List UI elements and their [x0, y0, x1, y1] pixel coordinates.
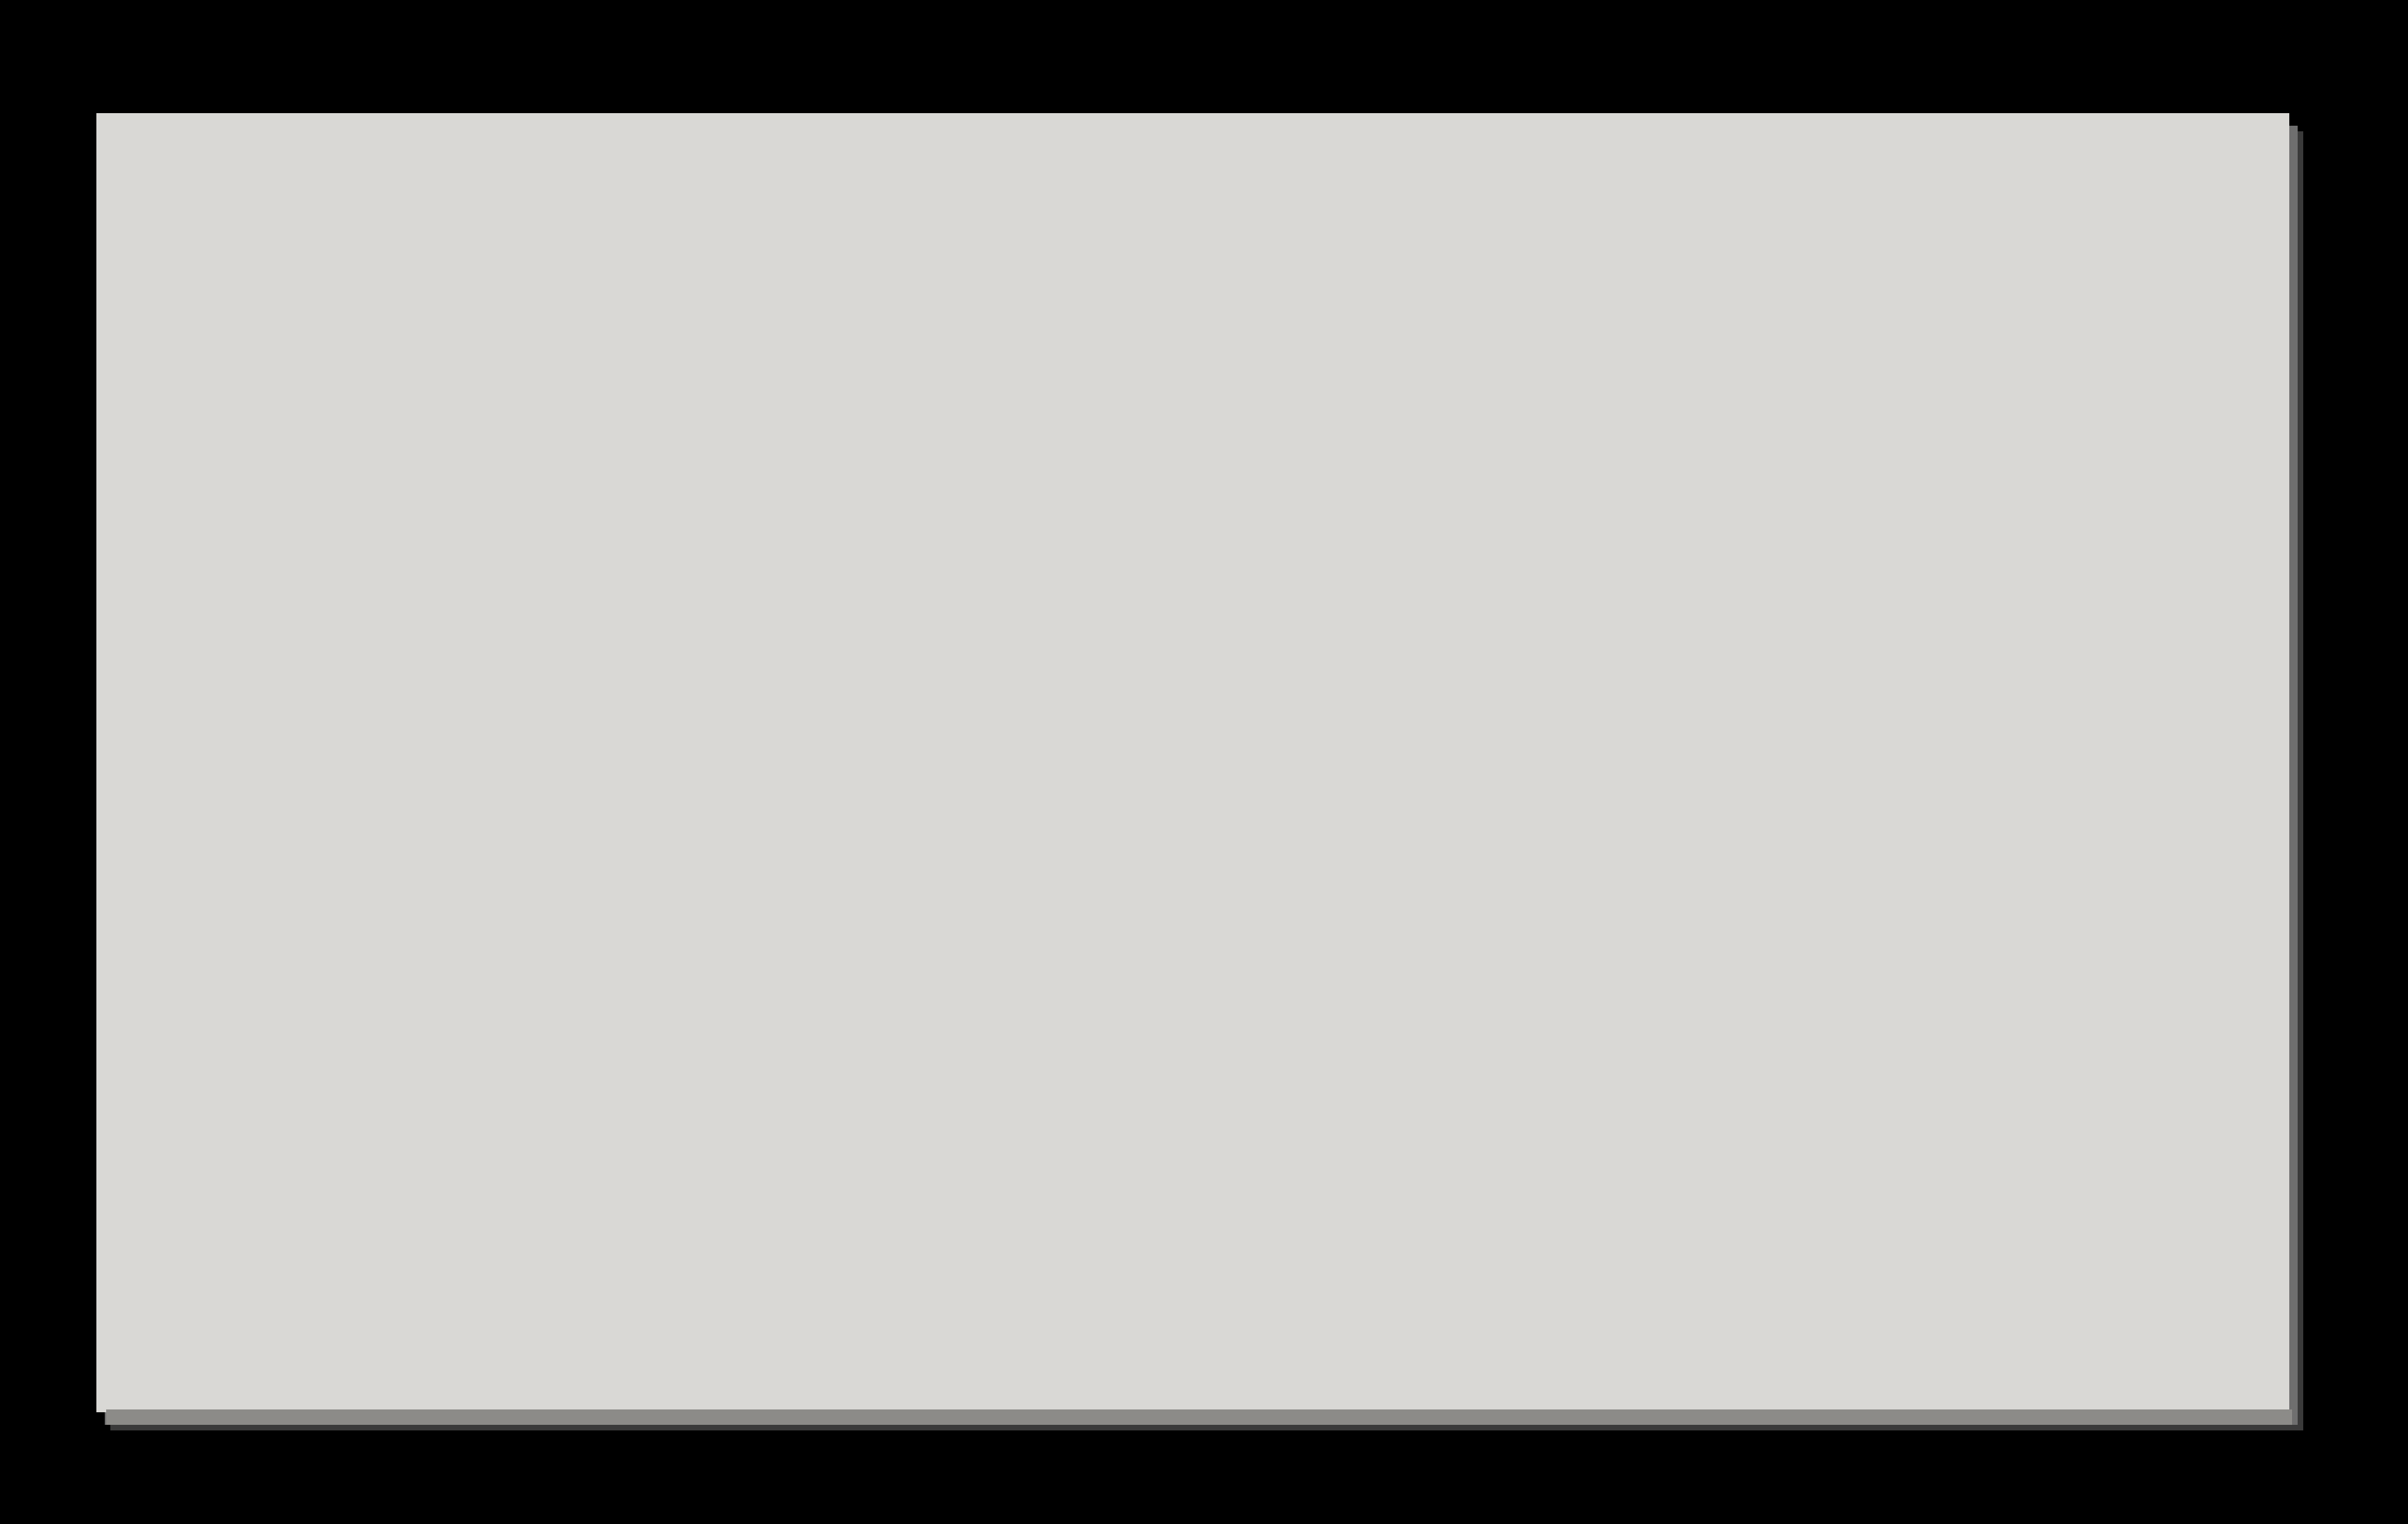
census-card — [96, 113, 2289, 1412]
page-edge — [106, 1409, 2292, 1425]
